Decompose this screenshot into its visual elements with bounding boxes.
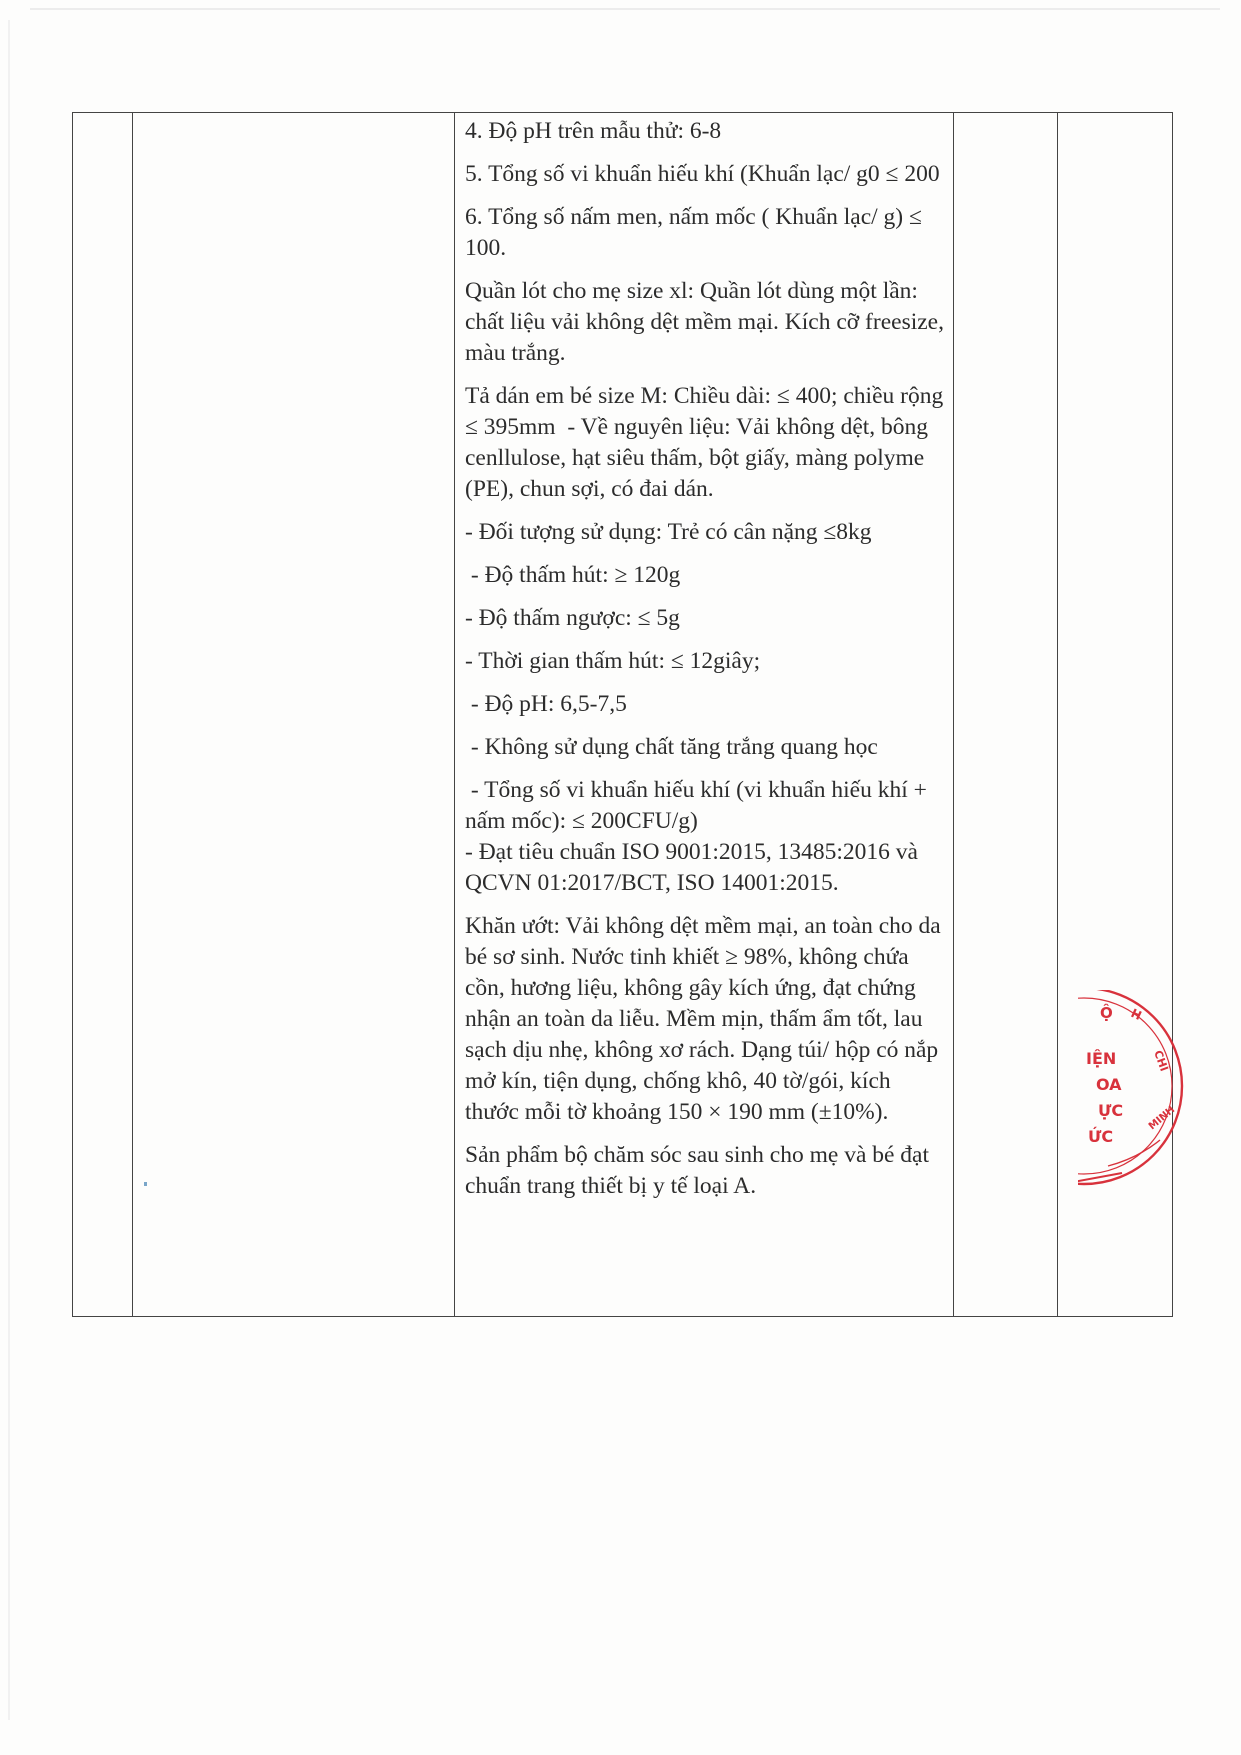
column-divider (454, 113, 455, 1316)
spec-diaper: Tả dán em bé size M: Chiều dài: ≤ 400; chiều rộng ≤ 395mm - Về nguyên liệu: Vải không dệt, bông cenllulose, hạt siêu thấm, bột giấy, màng polyme (PE), chun sợi, có đai dán. (465, 383, 950, 502)
svg-text:CHÍ: CHÍ (1151, 1048, 1171, 1074)
spec-underwear: Quần lót cho mẹ size xl: Quần lót dùng một lần: chất liệu vải không dệt mềm mại. Kích cỡ freesize, màu trắng. (465, 278, 950, 366)
column-divider (953, 113, 954, 1316)
svg-text:OA: OA (1096, 1075, 1122, 1094)
scan-edge-top (30, 8, 1220, 10)
svg-text:Ộ: Ộ (1100, 1004, 1113, 1022)
spec-diaper-ph: - Độ pH: 6,5-7,5 (465, 691, 627, 717)
spec-diaper-rewet: - Độ thấm ngược: ≤ 5g (465, 605, 680, 631)
spec-line-aerobic-bacteria: 5. Tổng số vi khuẩn hiếu khí (Khuẩn lạc/ g0 ≤ 200 (465, 161, 940, 187)
spec-table (72, 112, 1173, 1317)
spec-diaper-target-user: - Đối tượng sử dụng: Trẻ có cân nặng ≤8kg (465, 519, 872, 545)
spec-line-yeast-mold: 6. Tổng số nấm men, nấm mốc ( Khuẩn lạc/ g) ≤ 100. (465, 204, 928, 261)
svg-text:H: H (1128, 1006, 1144, 1023)
spec-diaper-standards: - Đạt tiêu chuẩn ISO 9001:2015, 13485:2016 và QCVN 01:2017/BCT, ISO 14001:2015. (465, 839, 924, 896)
column-divider (1057, 113, 1058, 1316)
spec-diaper-absorb-time: - Thời gian thấm hút: ≤ 12giây; (465, 648, 761, 674)
spec-diaper-no-brightener: - Không sử dụng chất tăng trắng quang học (465, 734, 878, 760)
spec-wet-wipes: Khăn ướt: Vải không dệt mềm mại, an toàn cho da bé sơ sinh. Nước tinh khiết ≥ 98%, không chứa cồn, hương liệu, không gây kích ứng, đạt chứng nhận an toàn da liễu. Mềm mịn, thấm ẩm tốt, lau sạch dịu nhẹ, không xơ rách. Dạng túi/ hộp có nắp mở kín, tiện dụng, chống khô, 40 tờ/gói, kích thước mỗi tờ khoảng 150 × 190 mm (±10%). (465, 913, 947, 1125)
scan-edge-left (8, 20, 10, 1720)
spec-diaper-absorbency: - Độ thấm hút: ≥ 120g (465, 562, 681, 588)
svg-text:MINH: MINH (1146, 1104, 1178, 1133)
scan-speck (144, 1182, 147, 1186)
spec-line-ph: 4. Độ pH trên mẫu thử: 6-8 (465, 118, 722, 144)
spec-kit-standard: Sản phẩm bộ chăm sóc sau sinh cho mẹ và bé đạt chuẩn trang thiết bị y tế loại A. (465, 1142, 935, 1199)
svg-text:ỰC: ỰC (1098, 1101, 1124, 1120)
spec-cell (465, 116, 950, 1214)
svg-text:IỆN: IỆN (1086, 1049, 1117, 1068)
svg-text:ỨC: ỨC (1088, 1127, 1114, 1146)
spec-diaper-bacteria: - Tổng số vi khuẩn hiếu khí (vi khuẩn hiếu khí + nấm mốc): ≤ 200CFU/g) (465, 777, 933, 834)
column-divider (132, 113, 133, 1316)
